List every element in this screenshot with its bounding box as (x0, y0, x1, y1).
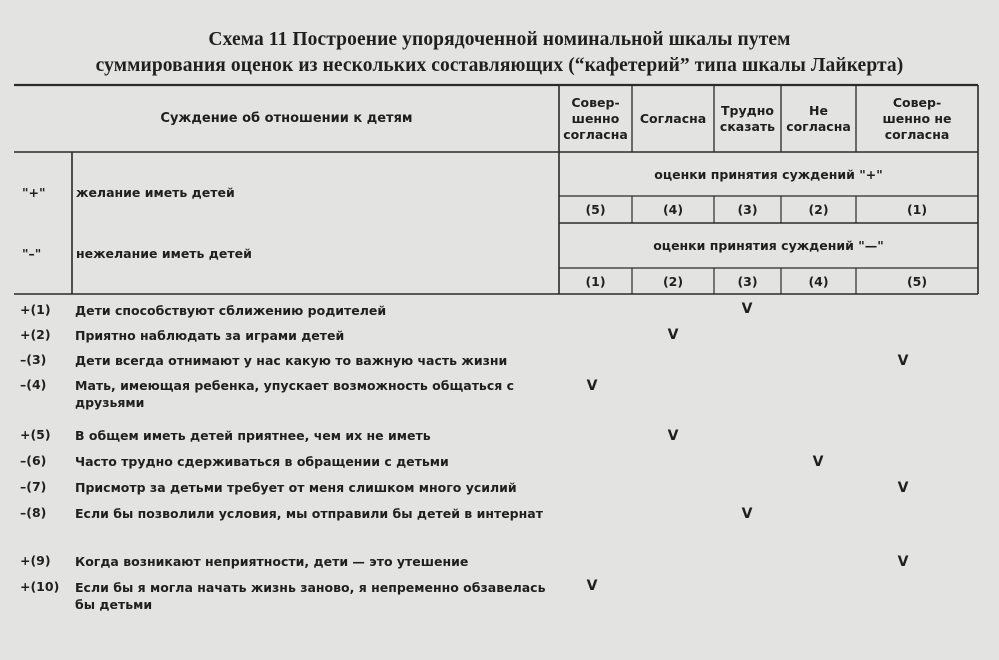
group-minus-label: нежелание иметь детей (76, 246, 252, 261)
item-code: –(6) (20, 453, 47, 468)
title-line-1: Схема 11 Построение упорядоченной номинальной шкалы путем (208, 29, 791, 50)
item-mark: V (897, 353, 909, 369)
header-judgment: Суждение об отношении к детям (160, 111, 413, 126)
item-text: Если бы я могла начать жизнь заново, я непременно обзавелась бы детьми (75, 580, 546, 612)
header-option-2: Согласна (639, 111, 707, 126)
item-text: Если бы позволили условия, мы отправили бы детей в интернат (75, 506, 543, 521)
item-code: +(2) (20, 327, 51, 342)
score-plus-5: (1) (906, 202, 928, 217)
score-minus-2: (2) (662, 273, 684, 289)
group-plus-label: желание иметь детей (76, 185, 235, 200)
item-mark: V (667, 327, 679, 343)
item-text: Дети всегда отнимают у нас какую то важную часть жизни (75, 353, 508, 368)
item-code: +(9) (20, 553, 51, 568)
item-mark: V (586, 578, 598, 594)
score-minus-3: (3) (737, 273, 758, 289)
group-minus-sign: "–" (22, 246, 42, 261)
header-option-4: Не согласна (786, 103, 851, 134)
score-plus-1: (5) (585, 202, 606, 217)
item-mark: V (897, 554, 909, 570)
item-text: Приятно наблюдать за играми детей (75, 328, 345, 343)
item-mark: V (897, 480, 909, 496)
header-option-1: Совер- шенно согласна (563, 95, 628, 142)
item-mark: V (586, 378, 598, 394)
item-code: –(8) (20, 505, 47, 520)
header-option-5: Совер- шенно не согласна (882, 95, 952, 142)
score-minus-4: (4) (808, 273, 829, 289)
score-minus-5: (5) (906, 273, 928, 289)
item-code: +(5) (20, 427, 51, 442)
item-code: +(1) (20, 302, 51, 317)
item-text: Присмотр за детьми требует от меня слишком много усилий (75, 480, 517, 495)
group-plus-scores-title: оценки принятия суждений "+" (654, 166, 883, 182)
header-option-3: Трудно сказать (719, 103, 776, 134)
item-text: В общем иметь детей приятнее, чем их не иметь (75, 428, 431, 443)
score-plus-2: (4) (662, 202, 684, 217)
item-mark: V (741, 301, 753, 317)
item-text: Мать, имеющая ребенка, упускает возможность общаться с друзьями (75, 378, 515, 410)
item-code: –(4) (20, 377, 47, 392)
item-mark: V (812, 454, 824, 470)
score-plus-3: (3) (737, 202, 758, 217)
score-minus-1: (1) (585, 273, 606, 289)
item-code: –(7) (20, 479, 47, 494)
item-code: –(3) (20, 352, 47, 367)
item-code: +(10) (20, 579, 60, 594)
item-text: Дети способствуют сближению родителей (75, 303, 387, 318)
item-text: Часто трудно сдерживаться в обращении с детьми (75, 454, 449, 469)
group-plus-sign: "+" (22, 185, 46, 200)
group-minus-scores-title: оценки принятия суждений "—" (653, 238, 884, 253)
title-line-2: суммирования оценок из нескольких составляющих (“кафетерий” типа шкалы Лайкерта) (95, 55, 904, 76)
score-plus-4: (2) (808, 202, 829, 217)
item-text: Когда возникают неприятности, дети — это утешение (75, 554, 469, 569)
item-mark: V (667, 428, 679, 444)
item-mark: V (741, 506, 753, 522)
